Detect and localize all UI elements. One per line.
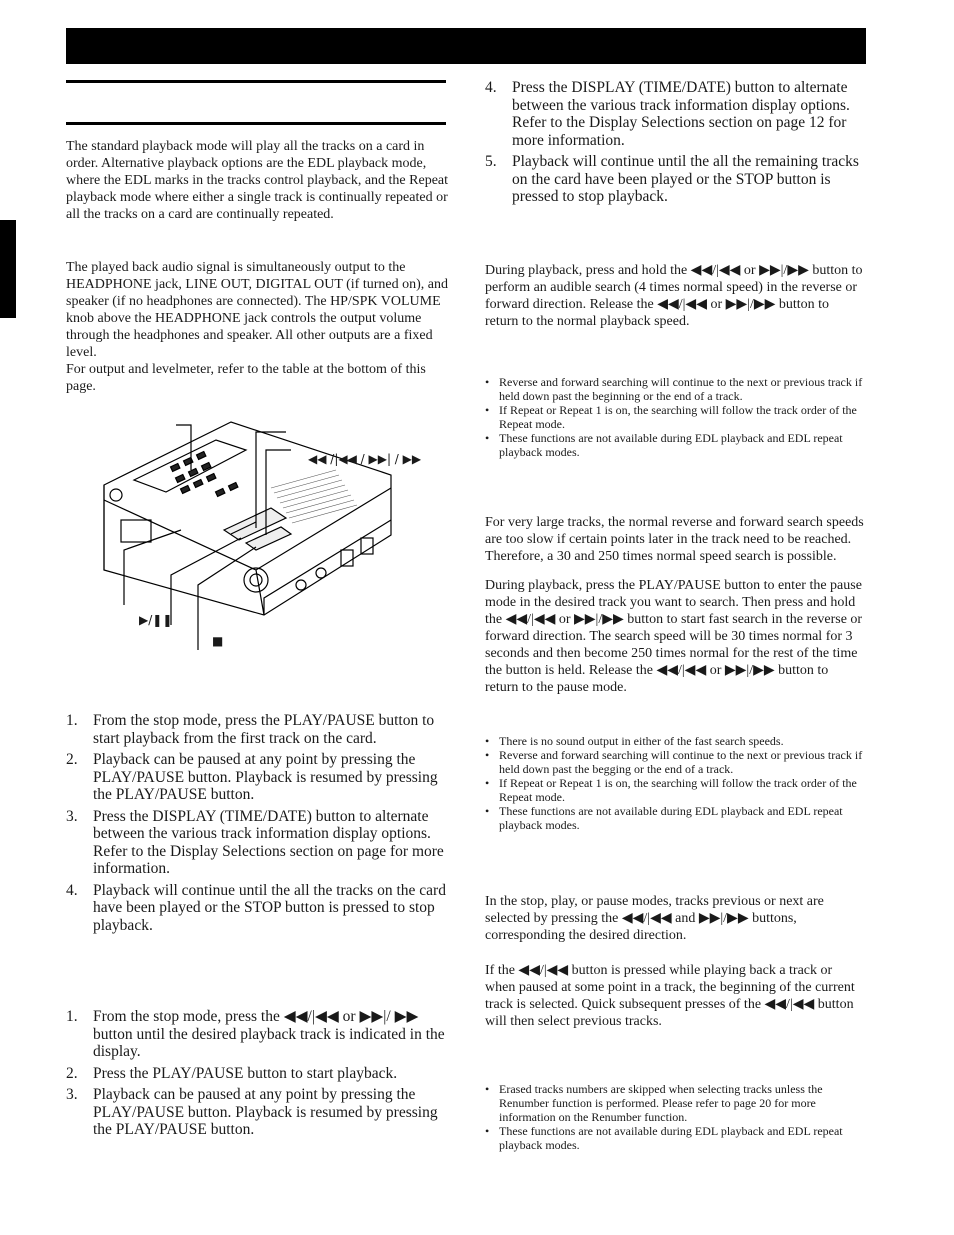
list-item: • These functions are not available during EDL playback and EDL repeat playback modes. bbox=[485, 804, 843, 832]
chapter-tab bbox=[0, 220, 16, 318]
list-item: 4. Press the DISPLAY (TIME/DATE) button to alternate between the various track information display options. Refer to the Display Selections section on page 12 for more information. bbox=[485, 79, 850, 149]
list-item: • There is no sound output in either of the fast search speeds. bbox=[485, 734, 784, 748]
list-item: • These functions are not available during EDL playback and EDL repeat playback modes. bbox=[485, 1124, 843, 1152]
track-select-notes bbox=[485, 1082, 863, 1152]
output-paragraph: The played back audio signal is simultaneously output to the HEADPHONE jack, LINE OUT, DIGITAL OUT (if turned on), and speaker (if no headphones are connected). The HP/SPK VOLUME knob above the HEADPHONE jack controls the output volume through the headphones and speaker. All other outputs are a fixed level. bbox=[66, 260, 448, 360]
fast-search-paragraph: During playback, press the PLAY/PAUSE button to enter the pause mode in the desired track you want to search. Then press and hold the ◀◀/|◀◀ or ▶▶|/▶▶ button to start fast search in the reverse or forward direction. The search speed will be 30 times normal for 3 seconds and then become 250 times normal for the rest of the time the button is held. Release the ◀◀/|◀◀ or ▶▶|/▶▶ button to return to the pause mode. bbox=[485, 578, 863, 695]
list-item: 1. From the stop mode, press the PLAY/PAUSE button to start playback from the first track on the card. bbox=[66, 712, 435, 747]
recorder-illustration bbox=[96, 410, 436, 660]
output-reference: For output and levelmeter, refer to the table at the bottom of this page. bbox=[66, 362, 426, 394]
list-item: • Reverse and forward searching will continue to the next or previous track if held down past the beginning or the end of a track. bbox=[485, 375, 863, 403]
track-select-steps bbox=[66, 1008, 448, 1143]
search-buttons-label: ◀◀ /|◀◀ / ▶▶| / ▶▶ bbox=[308, 452, 422, 466]
fast-search-intro: For very large tracks, the normal reverse and forward search speeds are too slow if certain points later in the track need to be reached. Therefore, a 30 and 250 times normal speed search is possible. bbox=[485, 515, 864, 564]
fast-search-notes bbox=[485, 734, 863, 832]
list-item: 2. Press the PLAY/PAUSE button to start playback. bbox=[66, 1064, 398, 1082]
list-item: • If Repeat or Repeat 1 is on, the searching will follow the track order of the Repeat mode. bbox=[485, 403, 857, 431]
header-bar bbox=[66, 28, 866, 64]
list-item: 2. Playback can be paused at any point by pressing the PLAY/PAUSE button. Playback is resumed by pressing the PLAY/PAUSE button. bbox=[66, 751, 438, 803]
intro-paragraph: The standard playback mode will play all the tracks on a card in order. Alternative playback options are the EDL playback mode, where the EDL marks in the tracks control playback, and the Repeat playback mode where either a single track is continually repeated or all the tracks on a card are continually repeated. bbox=[66, 139, 449, 222]
audible-search-paragraph: During playback, press and hold the ◀◀/|◀◀ or ▶▶|/▶▶ button to perform an audible search (4 times normal speed) in the reverse or forward direction. Release the ◀◀/|◀◀ or ▶▶|/▶▶ button to return to the normal playback speed. bbox=[485, 263, 863, 329]
list-item: 5. Playback will continue until the all the remaining tracks on the card have been played or the STOP button is pressed to stop playback. bbox=[485, 153, 859, 205]
list-item: 4. Playback will continue until the all the tracks on the card have been played or the STOP button is pressed to stop playback. bbox=[66, 881, 446, 934]
list-item: 1. From the stop mode, press the ◀◀/|◀◀ or ▶▶|/ ▶▶ button until the desired playback track is indicated in the display. bbox=[66, 1008, 445, 1060]
previous-track-paragraph: If the ◀◀/|◀◀ button is pressed while playing back a track or when paused at some point in a track, the beginning of the current track is selected. Quick subsequent presses of the ◀◀/|◀◀ button will then select previous tracks. bbox=[485, 963, 855, 1029]
play-pause-label: ▶/❚❚ bbox=[139, 613, 173, 627]
playback-steps bbox=[66, 712, 448, 938]
list-item: • Erased tracks numbers are skipped when selecting tracks unless the Renumber function is performed. Please refer to page 20 for more information on the Renumber function. bbox=[485, 1082, 823, 1124]
continued-steps bbox=[485, 79, 865, 210]
list-item: 3. Playback can be paused at any point by pressing the PLAY/PAUSE button. Playback is resumed by pressing the PLAY/PAUSE button. bbox=[66, 1086, 438, 1138]
list-item: 3. Press the DISPLAY (TIME/DATE) button to alternate between the various track information display options. Refer to the Display Selections section on page for more information. bbox=[66, 807, 444, 877]
search-notes bbox=[485, 375, 863, 459]
list-item: • If Repeat or Repeat 1 is on, the searching will follow the track order of the Repeat mode. bbox=[485, 776, 857, 804]
stop-label: ■ bbox=[212, 634, 224, 648]
list-item: • Reverse and forward searching will continue to the next or previous track if held down past the begging or the end of a track. bbox=[485, 748, 863, 776]
list-item: • These functions are not available during EDL playback and EDL repeat playback modes. bbox=[485, 431, 843, 459]
track-select-paragraph: In the stop, play, or pause modes, tracks previous or next are selected by pressing the ◀◀/|◀◀ and ▶▶|/▶▶ buttons, corresponding the desired direction. bbox=[485, 894, 824, 943]
section-rule-bottom bbox=[66, 122, 446, 125]
section-rule-top bbox=[66, 80, 446, 83]
